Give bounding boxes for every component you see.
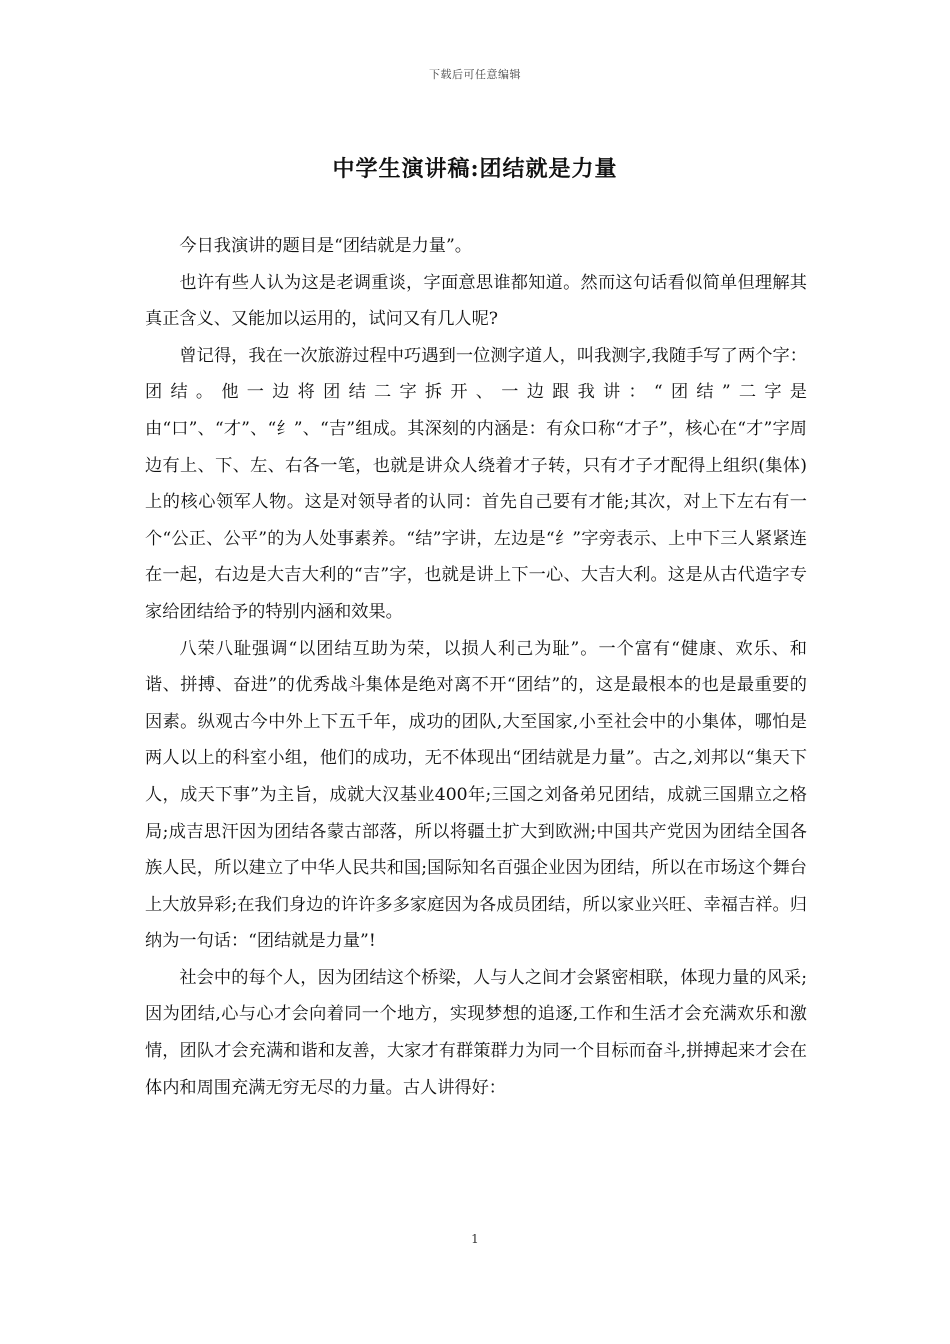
- paragraph-2: 也许有些人认为这是老调重谈，字面意思谁都知道。然而这句话看似简单但理解其真正含义、又能加以运用的，试问又有几人呢?: [145, 272, 807, 330]
- paragraph-5: 社会中的每个人，因为团结这个桥梁，人与人之间才会紧密相联，体现力量的风采;因为团结,心与心才会向着同一个地方，实现梦想的追逐,工作和生活才会充满欢乐和激情，团队才会充满和谐和友善，大家才有群策群力为同一个目标而奋斗,拼搏起来才会在体内和周围充满无穷无尽的力量。古人讲得好：: [145, 967, 807, 1098]
- document-body: [145, 228, 807, 1106]
- paragraph-3: 曾记得，我在一次旅游过程中巧遇到一位测字道人，叫我测字,我随手写了两个字：团结。他一边将团结二字拆开、一边跟我讲：“团结”二字是由“口”、“才”、“纟”、“吉”组成。其深刻的内涵是：有众口称“才子”，核心在“才”字周边有上、下、左、右各一笔，也就是讲众人绕着才子转，只有才子才配得上组织(集体)上的核心领军人物。这是对领导者的认同：首先自己要有才能;其次，对上下左右有一个“公正、公平”的为人处事素养。“结”字讲，左边是“纟”字旁表示、上中下三人紧紧连在一起，右边是大吉大利的“吉”字，也就是讲上下一心、大吉大利。这是从古代造字专家给团结给予的特别内涵和效果。: [145, 345, 807, 622]
- page-number: 1: [471, 1232, 479, 1246]
- document-title: 中学生演讲稿:团结就是力量: [332, 156, 618, 182]
- page-header: 下载后可任意编辑: [429, 68, 521, 81]
- paragraph-4: 八荣八耻强调“以团结互助为荣，以损人利己为耻”。一个富有“健康、欢乐、和谐、拼搏、奋进”的优秀战斗集体是绝对离不开“团结”的，这是最根本的也是最重要的因素。纵观古今中外上下五千年，成功的团队,大至国家,小至社会中的小集体，哪怕是两人以上的科室小组，他们的成功，无不体现出“团结就是力量”。古之,刘邦以“集天下人，成天下事”为主旨，成就大汉基业400年;三国之刘备弟兄团结，成就三国鼎立之格局;成吉思汗因为团结各蒙古部落，所以将疆土扩大到欧洲;中国共产党因为团结全国各族人民，所以建立了中华人民共和国;国际知名百强企业因为团结，所以在市场这个舞台上大放异彩;在我们身边的许许多多家庭因为各成员团结，所以家业兴旺、幸福吉祥。归纳为一句话：“团结就是力量”!: [145, 638, 807, 952]
- paragraph-1: 今日我演讲的题目是“团结就是力量”。: [179, 236, 472, 256]
